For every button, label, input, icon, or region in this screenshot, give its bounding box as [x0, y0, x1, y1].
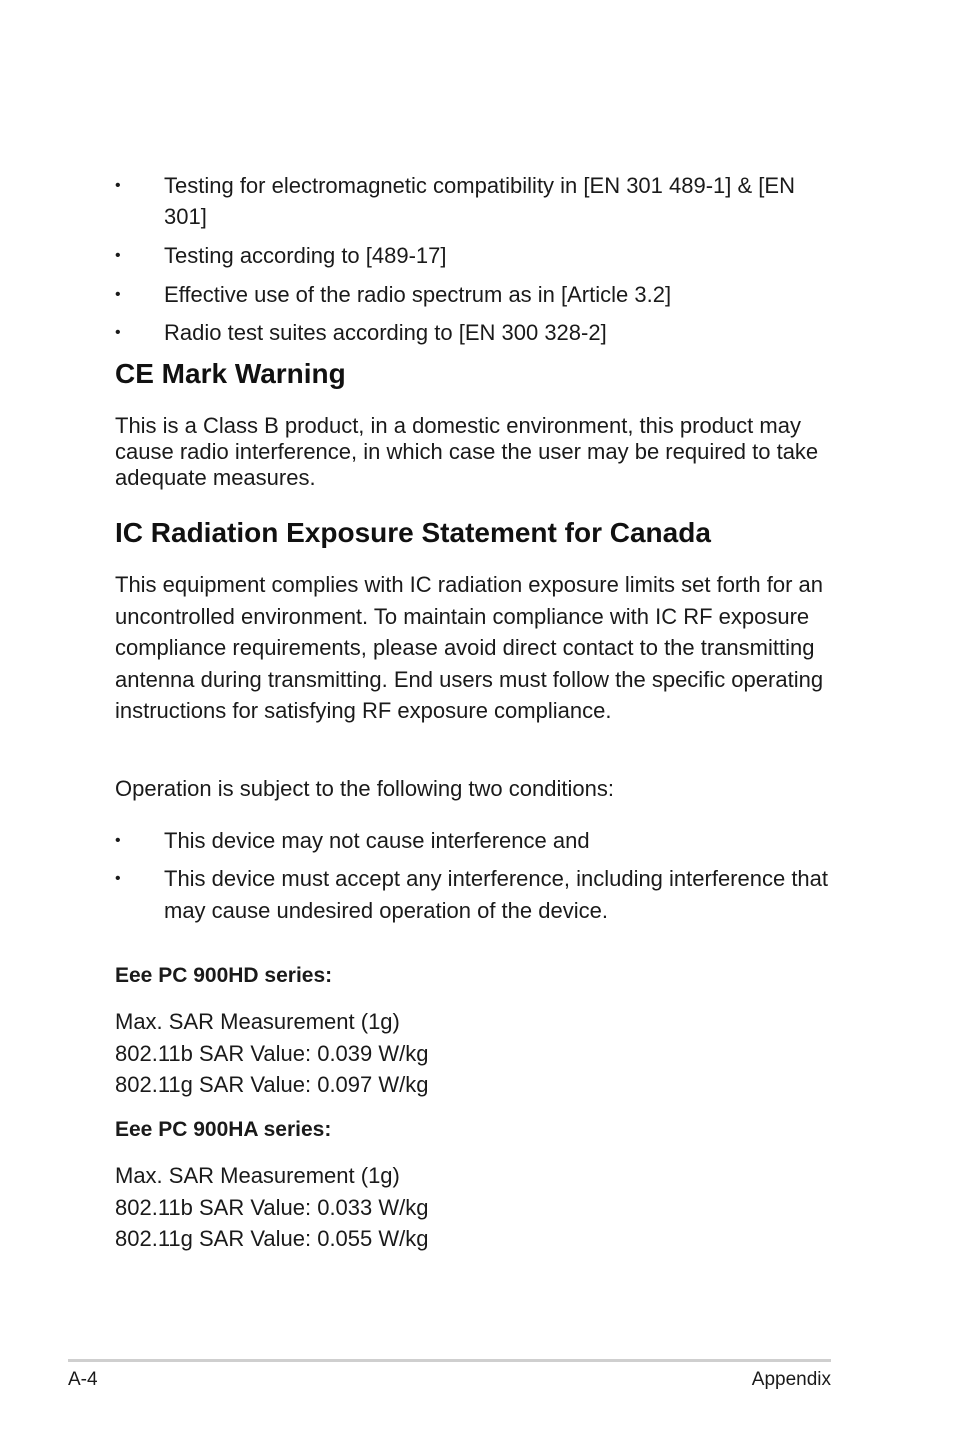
sar-line: 802.11g SAR Value: 0.055 W/kg [115, 1226, 429, 1252]
sar-900ha-values [115, 1160, 429, 1255]
sar-line: 802.11b SAR Value: 0.033 W/kg [115, 1194, 429, 1220]
sar-900hd-values [115, 1006, 429, 1101]
sar-line: 802.11g SAR Value: 0.097 W/kg [115, 1072, 429, 1098]
sar-line: 802.11b SAR Value: 0.039 W/kg [115, 1040, 429, 1066]
ce-mark-heading: CE Mark Warning [115, 358, 346, 389]
ic-statement-heading: IC Radiation Exposure Statement for Canada [115, 517, 711, 548]
sar-900hd-title: Eee PC 900HD series: [115, 964, 333, 987]
sar-line: Max. SAR Measurement (1g) [115, 1163, 400, 1188]
bullet-icon: • [115, 286, 121, 303]
list-item-text: Testing according to [489-17] [164, 243, 447, 268]
list-item-text: Effective use of the radio spectrum as in [Article 3.2] [164, 282, 672, 307]
list-item-text: Radio test suites according to [EN 300 328-2] [164, 320, 607, 345]
bullet-icon: • [115, 324, 121, 341]
ce-mark-body: This is a Class B product, in a domestic environment, this product may cause radio interference, in which case the user may be required to take adequate measures. [115, 413, 819, 490]
bullet-icon: • [115, 177, 121, 194]
list-item-text: Testing for electromagnetic compatibility in [EN 301 489-1] & [EN 301] [164, 173, 795, 229]
bullet-icon: • [115, 832, 121, 849]
sar-line: Max. SAR Measurement (1g) [115, 1009, 400, 1034]
ic-statement-body: This equipment complies with IC radiation exposure limits set forth for an uncontrolled environment. To maintain compliance with IC RF exposure compliance requirements, please avoid direct contact to the transmitting antenna during transmitting. End users must follow the specific operating instructions for satisfying RF exposure compliance. [115, 572, 824, 724]
bullet-icon: • [115, 247, 121, 264]
sar-900ha-title: Eee PC 900HA series: [115, 1118, 332, 1141]
list-item-text: This device may not cause interference and [164, 828, 590, 853]
page-number: A-4 [68, 1369, 98, 1390]
conditions-intro: Operation is subject to the following two conditions: [115, 776, 614, 801]
bullet-icon: • [115, 870, 121, 887]
footer-section-label: Appendix [751, 1369, 831, 1390]
list-item-text: This device must accept any interference, including interference that may cause undesired operation of the device. [164, 866, 841, 923]
footer-divider [68, 1359, 831, 1362]
